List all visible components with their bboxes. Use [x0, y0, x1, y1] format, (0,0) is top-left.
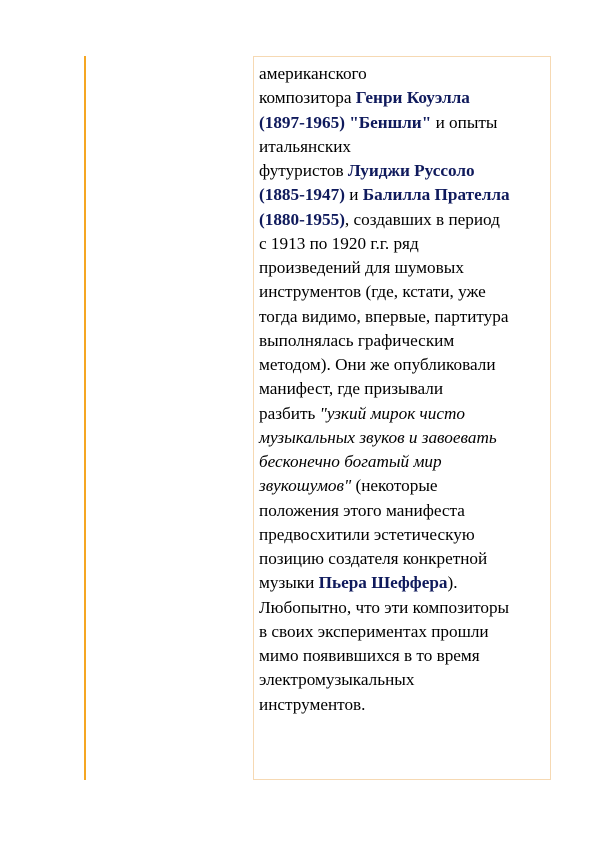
text-line	[259, 135, 549, 159]
text-line	[259, 547, 549, 571]
text-segment: положения этого манифеста	[259, 500, 465, 520]
text-line	[259, 571, 549, 595]
highlighted-name: Генри Коуэлла	[355, 88, 470, 108]
highlighted-name: Луиджи Руссоло	[347, 161, 475, 180]
text-line	[259, 620, 549, 644]
text-segment: в своих экспериментах прошли	[259, 621, 489, 641]
text-segment: музыки	[259, 573, 319, 593]
text-segment: футуристов	[259, 161, 348, 180]
text-segment: с 1913 по 1920 г.г. ряд	[259, 233, 419, 253]
text-line	[259, 305, 549, 329]
text-line	[259, 644, 549, 668]
text-line	[259, 426, 549, 450]
text-segment: Любопытно, что эти композиторы	[259, 597, 510, 617]
text-segment: ).	[447, 573, 458, 593]
text-segment: тогда видимо, впервые, партитура	[259, 306, 509, 326]
text-segment: произведений для шумовых	[259, 258, 464, 277]
text-line	[259, 450, 549, 474]
text-line	[259, 474, 549, 498]
highlighted-name: Пьера Шеффера	[318, 573, 448, 593]
text-line	[259, 208, 549, 232]
text-segment: и	[344, 185, 363, 205]
highlighted-name: (1880-1955)	[259, 209, 345, 229]
text-segment: выполнялась графическим	[259, 330, 455, 350]
text-line	[259, 402, 549, 426]
italic-quote: бесконечно богатый мир	[259, 452, 442, 471]
text-segment: разбить	[259, 403, 320, 423]
italic-quote: "узкий мирок чисто	[319, 403, 465, 423]
text-segment: мимо появившихся в то время	[259, 646, 480, 665]
text-line	[259, 280, 549, 304]
highlighted-name: (1897-1965) "Беншли"	[259, 112, 432, 132]
text-segment: инструментов.	[259, 694, 366, 714]
highlighted-name: Балилла Прателла	[362, 185, 510, 205]
text-line	[259, 693, 549, 717]
text-segment: , создавших в период	[344, 209, 500, 229]
text-line	[259, 111, 549, 135]
text-segment: композитора	[259, 88, 356, 108]
text-segment: электромузыкальных	[259, 670, 415, 690]
italic-quote: музыкальных звуков и завоевать	[259, 427, 497, 447]
text-segment: инструментов (где, кстати, уже	[259, 282, 486, 302]
text-line	[259, 353, 549, 377]
text-line	[259, 232, 549, 256]
text-segment: (некоторые	[351, 476, 438, 496]
article-text	[259, 62, 549, 717]
text-segment: методом). Они же опубликовали	[259, 355, 496, 374]
text-line	[259, 377, 549, 401]
text-segment: и опыты	[431, 112, 498, 132]
text-segment: итальянских	[259, 136, 351, 156]
text-line	[259, 499, 549, 523]
text-line	[259, 596, 549, 620]
highlighted-name: (1885-1947)	[259, 185, 345, 205]
text-line	[259, 159, 549, 183]
text-line	[259, 183, 549, 207]
text-segment: американского	[259, 64, 367, 83]
text-segment: позицию создателя конкретной	[259, 549, 488, 568]
text-line	[259, 62, 549, 86]
text-line	[259, 668, 549, 692]
text-segment: предвосхитили эстетическую	[259, 524, 475, 544]
left-accent-rule	[84, 56, 86, 780]
text-line	[259, 86, 549, 110]
text-line	[259, 256, 549, 280]
text-segment: манифест, где призывали	[259, 379, 444, 399]
text-line	[259, 329, 549, 353]
text-line	[259, 523, 549, 547]
italic-quote: звукошумов"	[259, 476, 352, 496]
